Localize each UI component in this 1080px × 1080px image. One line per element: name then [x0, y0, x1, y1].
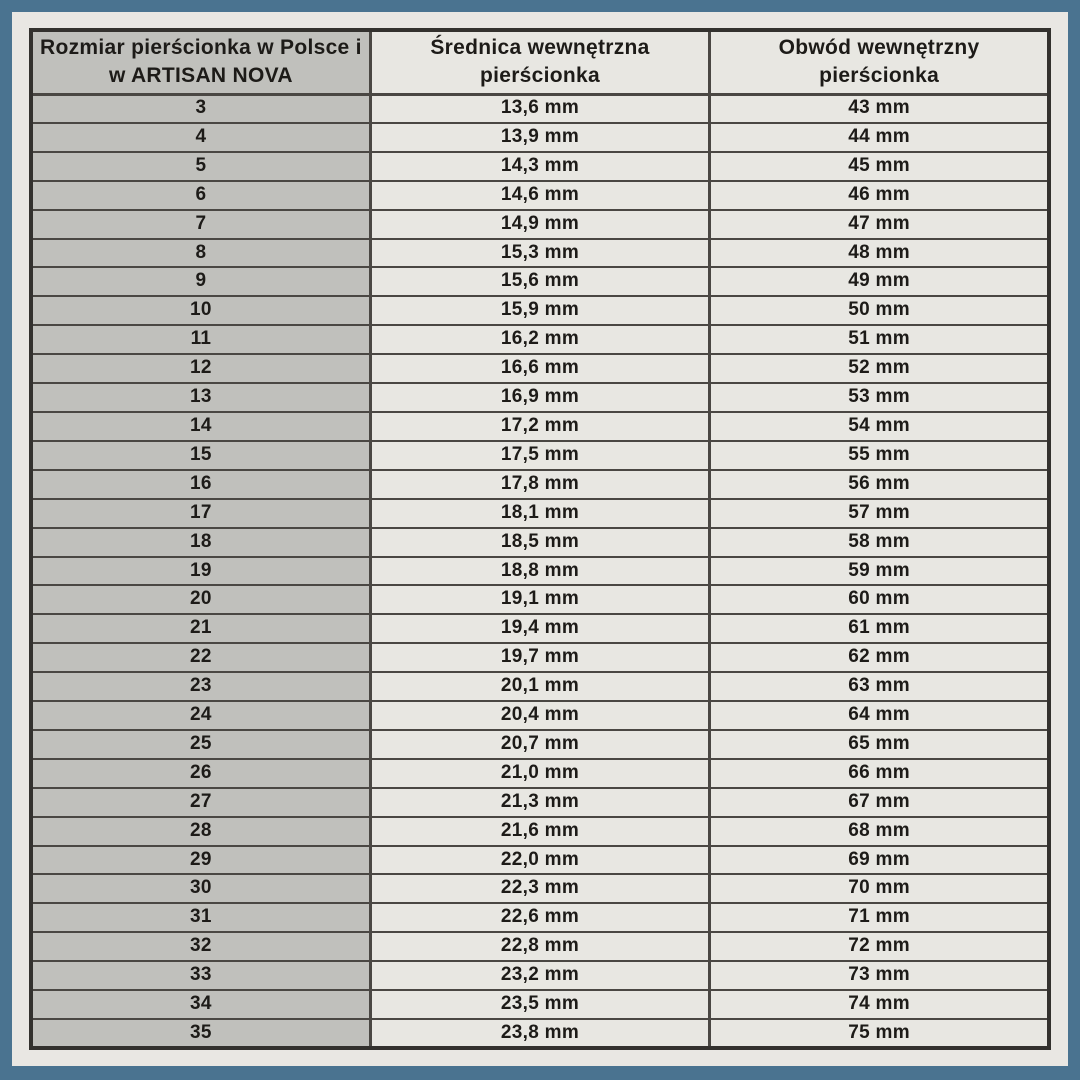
- size-cell: 10: [31, 296, 370, 325]
- diameter-cell: 15,3 mm: [370, 239, 709, 268]
- circumference-cell: 74 mm: [710, 990, 1049, 1019]
- size-cell: 22: [31, 643, 370, 672]
- size-cell: 11: [31, 325, 370, 354]
- size-cell: 6: [31, 181, 370, 210]
- circumference-cell: 60 mm: [710, 585, 1049, 614]
- diameter-cell: 19,4 mm: [370, 614, 709, 643]
- circumference-cell: 72 mm: [710, 932, 1049, 961]
- table-row: [31, 990, 1049, 1019]
- diameter-cell: 15,9 mm: [370, 296, 709, 325]
- size-cell: 32: [31, 932, 370, 961]
- table-row: [31, 557, 1049, 586]
- circumference-cell: 61 mm: [710, 614, 1049, 643]
- header-size-column: Rozmiar pierścionka w Polsce i w ARTISAN NOVA: [31, 30, 370, 94]
- circumference-cell: 65 mm: [710, 730, 1049, 759]
- size-cell: 4: [31, 123, 370, 152]
- table-row: [31, 267, 1049, 296]
- table-row: [31, 614, 1049, 643]
- table-row: [31, 181, 1049, 210]
- diameter-cell: 22,8 mm: [370, 932, 709, 961]
- size-cell: 31: [31, 903, 370, 932]
- circumference-cell: 43 mm: [710, 94, 1049, 123]
- diameter-cell: 13,6 mm: [370, 94, 709, 123]
- table-row: [31, 846, 1049, 875]
- diameter-cell: 20,7 mm: [370, 730, 709, 759]
- table-row: [31, 296, 1049, 325]
- diameter-cell: 21,0 mm: [370, 759, 709, 788]
- circumference-cell: 63 mm: [710, 672, 1049, 701]
- size-cell: 18: [31, 528, 370, 557]
- table-row: [31, 961, 1049, 990]
- diameter-cell: 15,6 mm: [370, 267, 709, 296]
- diameter-cell: 19,7 mm: [370, 643, 709, 672]
- table-row: [31, 499, 1049, 528]
- circumference-cell: 50 mm: [710, 296, 1049, 325]
- header-row: [31, 30, 1049, 94]
- table-row: [31, 643, 1049, 672]
- table-header: [31, 30, 1049, 94]
- diameter-cell: 17,5 mm: [370, 441, 709, 470]
- table-row: [31, 123, 1049, 152]
- table-row: [31, 1019, 1049, 1048]
- table-row: [31, 412, 1049, 441]
- circumference-cell: 56 mm: [710, 470, 1049, 499]
- size-cell: 26: [31, 759, 370, 788]
- diameter-cell: 18,8 mm: [370, 557, 709, 586]
- circumference-cell: 53 mm: [710, 383, 1049, 412]
- circumference-cell: 49 mm: [710, 267, 1049, 296]
- table-row: [31, 383, 1049, 412]
- diameter-cell: 17,2 mm: [370, 412, 709, 441]
- size-cell: 20: [31, 585, 370, 614]
- table-row: [31, 94, 1049, 123]
- circumference-cell: 57 mm: [710, 499, 1049, 528]
- table-row: [31, 354, 1049, 383]
- size-cell: 27: [31, 788, 370, 817]
- size-cell: 9: [31, 267, 370, 296]
- diameter-cell: 16,9 mm: [370, 383, 709, 412]
- table-row: [31, 441, 1049, 470]
- circumference-cell: 51 mm: [710, 325, 1049, 354]
- panel-background: [12, 12, 1068, 1066]
- size-cell: 15: [31, 441, 370, 470]
- size-cell: 7: [31, 210, 370, 239]
- diameter-cell: 14,9 mm: [370, 210, 709, 239]
- circumference-cell: 62 mm: [710, 643, 1049, 672]
- header-diameter-column: Średnica wewnętrzna pierścionka: [370, 30, 709, 94]
- table-row: [31, 759, 1049, 788]
- circumference-cell: 47 mm: [710, 210, 1049, 239]
- size-cell: 23: [31, 672, 370, 701]
- size-cell: 14: [31, 412, 370, 441]
- size-cell: 33: [31, 961, 370, 990]
- table-row: [31, 903, 1049, 932]
- diameter-cell: 21,6 mm: [370, 817, 709, 846]
- ring-size-table: [29, 28, 1051, 1050]
- circumference-cell: 68 mm: [710, 817, 1049, 846]
- size-cell: 13: [31, 383, 370, 412]
- diameter-cell: 22,0 mm: [370, 846, 709, 875]
- circumference-cell: 69 mm: [710, 846, 1049, 875]
- size-cell: 8: [31, 239, 370, 268]
- diameter-cell: 19,1 mm: [370, 585, 709, 614]
- circumference-cell: 73 mm: [710, 961, 1049, 990]
- table-row: [31, 932, 1049, 961]
- size-cell: 29: [31, 846, 370, 875]
- diameter-cell: 22,3 mm: [370, 874, 709, 903]
- table-row: [31, 672, 1049, 701]
- table-row: [31, 239, 1049, 268]
- diameter-cell: 22,6 mm: [370, 903, 709, 932]
- circumference-cell: 64 mm: [710, 701, 1049, 730]
- table-row: [31, 701, 1049, 730]
- circumference-cell: 55 mm: [710, 441, 1049, 470]
- circumference-cell: 66 mm: [710, 759, 1049, 788]
- table-row: [31, 325, 1049, 354]
- table-row: [31, 210, 1049, 239]
- size-cell: 5: [31, 152, 370, 181]
- size-cell: 19: [31, 557, 370, 586]
- table-row: [31, 585, 1049, 614]
- diameter-cell: 23,5 mm: [370, 990, 709, 1019]
- diameter-cell: 23,8 mm: [370, 1019, 709, 1048]
- table-row: [31, 528, 1049, 557]
- table-row: [31, 730, 1049, 759]
- table-row: [31, 874, 1049, 903]
- diameter-cell: 20,1 mm: [370, 672, 709, 701]
- diameter-cell: 14,6 mm: [370, 181, 709, 210]
- table-row: [31, 152, 1049, 181]
- table-row: [31, 788, 1049, 817]
- circumference-cell: 45 mm: [710, 152, 1049, 181]
- diameter-cell: 23,2 mm: [370, 961, 709, 990]
- diameter-cell: 20,4 mm: [370, 701, 709, 730]
- size-cell: 21: [31, 614, 370, 643]
- table-body: [31, 94, 1049, 1048]
- diameter-cell: 21,3 mm: [370, 788, 709, 817]
- size-cell: 24: [31, 701, 370, 730]
- circumference-cell: 59 mm: [710, 557, 1049, 586]
- circumference-cell: 48 mm: [710, 239, 1049, 268]
- size-cell: 3: [31, 94, 370, 123]
- circumference-cell: 54 mm: [710, 412, 1049, 441]
- size-cell: 35: [31, 1019, 370, 1048]
- diameter-cell: 17,8 mm: [370, 470, 709, 499]
- header-circumference-column: Obwód wewnętrzny pierścionka: [710, 30, 1049, 94]
- size-cell: 28: [31, 817, 370, 846]
- circumference-cell: 75 mm: [710, 1019, 1049, 1048]
- size-cell: 34: [31, 990, 370, 1019]
- diameter-cell: 13,9 mm: [370, 123, 709, 152]
- size-cell: 16: [31, 470, 370, 499]
- table-row: [31, 817, 1049, 846]
- circumference-cell: 70 mm: [710, 874, 1049, 903]
- diameter-cell: 16,2 mm: [370, 325, 709, 354]
- diameter-cell: 14,3 mm: [370, 152, 709, 181]
- size-cell: 25: [31, 730, 370, 759]
- size-cell: 12: [31, 354, 370, 383]
- diameter-cell: 18,1 mm: [370, 499, 709, 528]
- circumference-cell: 58 mm: [710, 528, 1049, 557]
- size-cell: 17: [31, 499, 370, 528]
- diameter-cell: 18,5 mm: [370, 528, 709, 557]
- circumference-cell: 46 mm: [710, 181, 1049, 210]
- circumference-cell: 67 mm: [710, 788, 1049, 817]
- diameter-cell: 16,6 mm: [370, 354, 709, 383]
- circumference-cell: 44 mm: [710, 123, 1049, 152]
- size-cell: 30: [31, 874, 370, 903]
- circumference-cell: 52 mm: [710, 354, 1049, 383]
- circumference-cell: 71 mm: [710, 903, 1049, 932]
- table-row: [31, 470, 1049, 499]
